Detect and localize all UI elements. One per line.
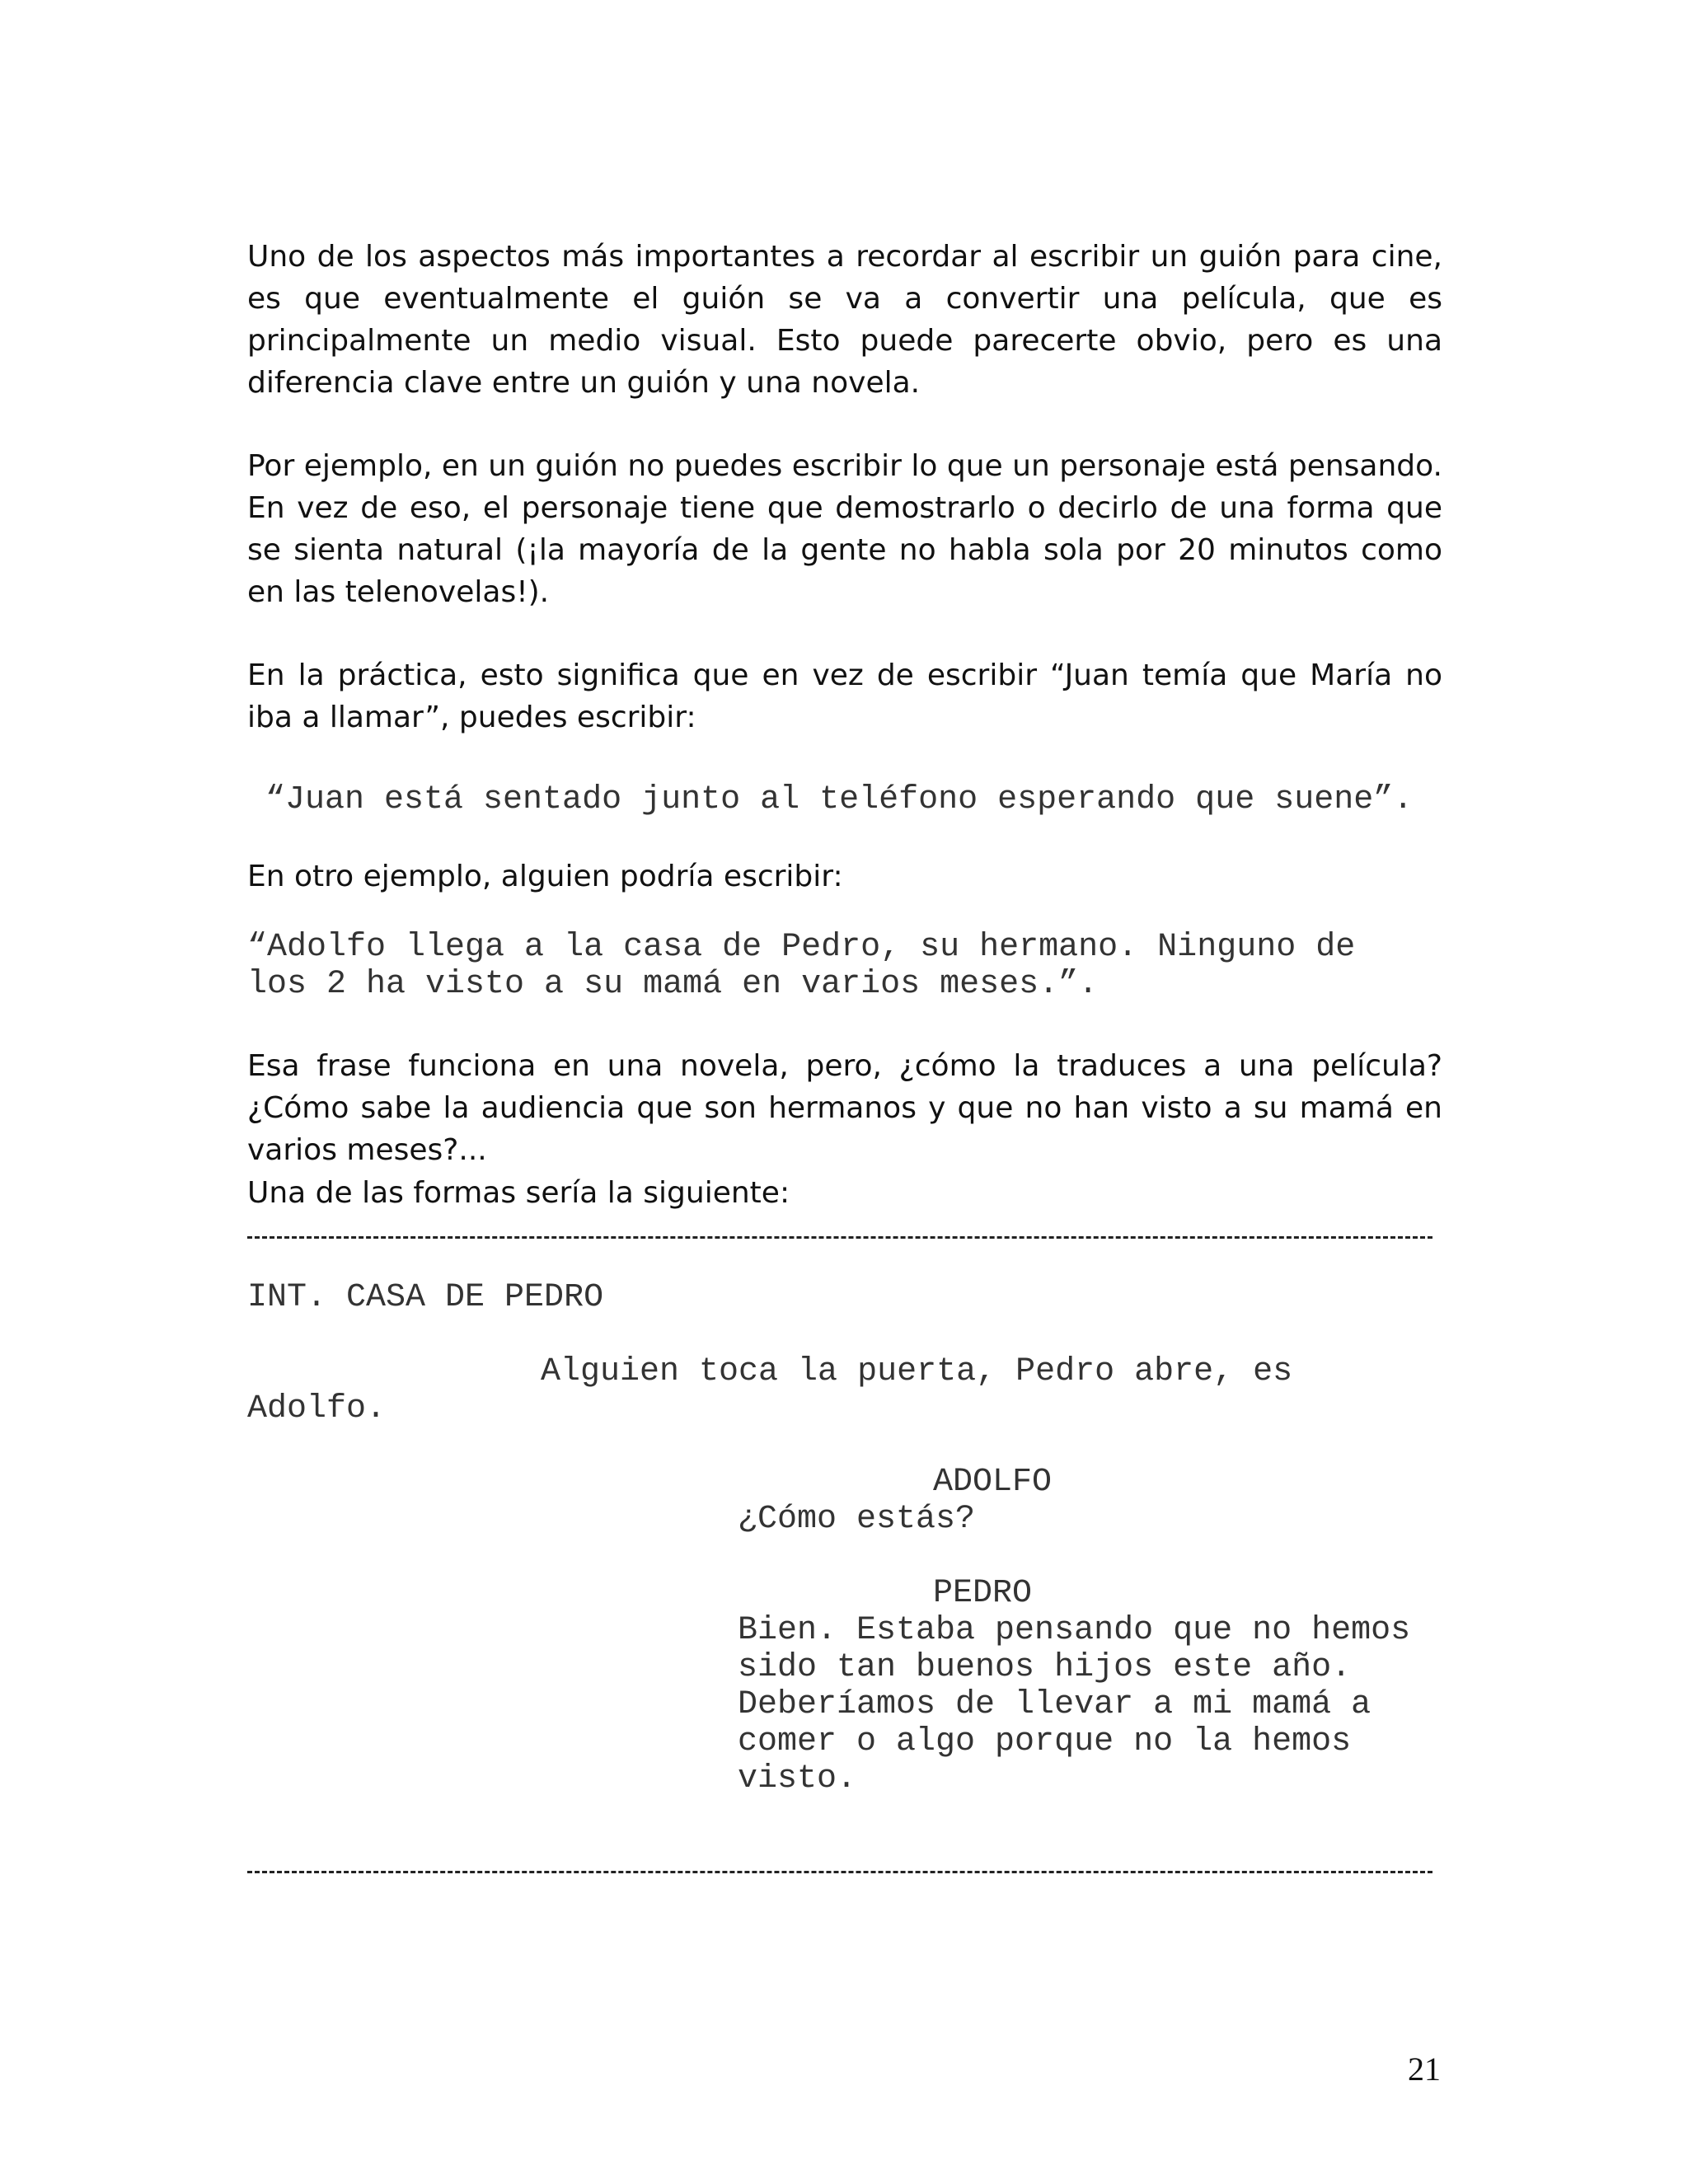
- character-name-pedro: PEDRO: [933, 1575, 1033, 1612]
- paragraph-lead-in: Una de las formas sería la siguiente:: [247, 1176, 790, 1210]
- divider-top: [247, 1236, 1432, 1239]
- character-name-adolfo: ADOLFO: [933, 1464, 1053, 1501]
- divider-bottom: [247, 1871, 1432, 1873]
- action-line-1: Alguien toca la puerta, Pedro abre, es: [541, 1353, 1293, 1390]
- paragraph-intro: Uno de los aspectos más importantes a recordar al escribir un guión para cine, es que eventualmente el guión se va a convertir una película, que es principalmente un medio visual. Esto puede parecerte obvio, pero es una diferencia clave entre un guión y una novela.: [247, 240, 1442, 400]
- page-number: 21: [1408, 2050, 1441, 2088]
- action-line-2: Adolfo.: [247, 1390, 387, 1427]
- paragraph-example-thoughts: Por ejemplo, en un guión no puedes escribir lo que un personaje está pensando. En vez de eso, el personaje tiene que demostrarlo o decirlo de una forma que se sienta natural (¡la mayoría de la gente no habla sola por 20 minutos como en las telenovelas!).: [247, 449, 1442, 609]
- paragraph-practice: En la práctica, esto significa que en vez de escribir “Juan temía que María no iba a llamar”, puedes escribir:: [247, 658, 1442, 734]
- dialogue-adolfo: ¿Cómo estás?: [738, 1501, 976, 1538]
- paragraph-question: Esa frase funciona en una novela, pero, ¿cómo la traduces a una película? ¿Cómo sabe la audiencia que son hermanos y que no han visto a su mamá en varios meses?...: [247, 1049, 1442, 1167]
- example-quote-adolfo: “Adolfo llega a la casa de Pedro, su hermano. Ninguno de los 2 ha visto a su mamá en varios meses.”.: [247, 929, 1356, 1003]
- scene-heading: INT. CASA DE PEDRO: [247, 1279, 604, 1316]
- paragraph-other-example: En otro ejemplo, alguien podría escribir:: [247, 860, 843, 893]
- example-quote-juan: “Juan está sentado junto al teléfono esperando que suene”.: [265, 781, 1414, 818]
- dialogue-pedro: Bien. Estaba pensando que no hemos sido tan buenos hijos este año. Deberíamos de llevar a mi mamá a comer o algo porque no la hemos visto.: [738, 1612, 1411, 1797]
